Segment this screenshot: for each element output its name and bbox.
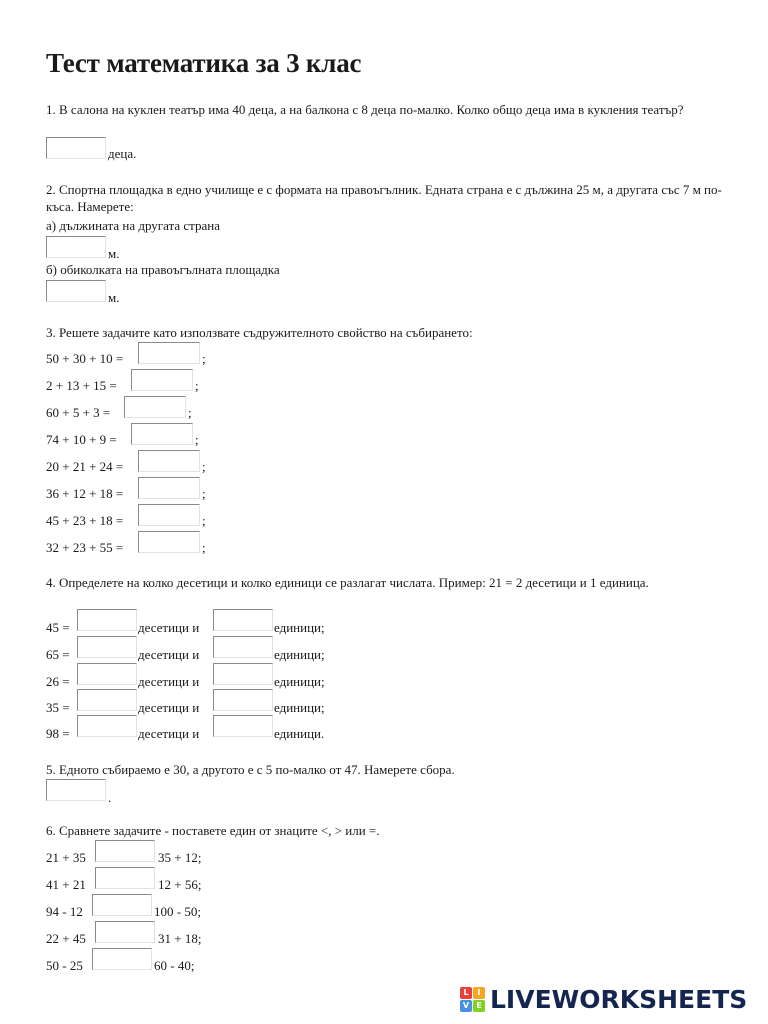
q4-units-label: единици; — [274, 620, 325, 635]
q2-part-a-unit: м. — [108, 246, 120, 261]
q1-text: 1. В салона на куклен театър има 40 деца, а на балкона с 8 деца по-малко. Колко общо деца има в кукления театър? — [46, 102, 684, 117]
q3-row-end: ; — [202, 351, 206, 366]
q6-left-expr: 22 + 45 — [46, 931, 86, 946]
q6-left-expr: 41 + 21 — [46, 877, 86, 892]
q4-tens-input[interactable] — [77, 636, 137, 658]
q2-part-b-input[interactable] — [46, 280, 106, 302]
q3-answer-input[interactable] — [131, 423, 193, 445]
q2-part-a-label: а) дължината на другата страна — [46, 218, 221, 233]
q3-expr: 60 + 5 + 3 = — [46, 405, 111, 420]
q4-text: 4. Определете на колко десетици и колко единици се разлагат числата. Пример: 21 = 2 десетици и 1 единица. — [46, 575, 649, 590]
q1-answer-input[interactable] — [46, 137, 106, 159]
q3-row-end: ; — [202, 513, 206, 528]
q3-answer-input[interactable] — [138, 450, 200, 472]
q4-units-label: единици; — [274, 700, 325, 715]
q4-units-input[interactable] — [213, 636, 273, 658]
logo-letter: V — [460, 1000, 472, 1012]
q6-sign-input[interactable] — [92, 948, 152, 970]
logo-letter: I — [473, 987, 485, 999]
q4-units-label: единици. — [274, 726, 325, 741]
q4-number: 26 = — [46, 674, 70, 689]
logo-mark-icon — [460, 987, 486, 1013]
q6-right-expr: 60 - 40; — [154, 958, 195, 973]
q3-expr: 50 + 30 + 10 = — [46, 351, 124, 366]
q3-text: 3. Решете задачите като използвате съдружителното свойство на събирането: — [46, 325, 473, 340]
q3-expr: 2 + 13 + 15 = — [46, 378, 117, 393]
q4-tens-input[interactable] — [77, 609, 137, 631]
q6-left-expr: 21 + 35 — [46, 850, 86, 865]
q4-number: 98 = — [46, 726, 70, 741]
q3-answer-input[interactable] — [138, 342, 200, 364]
q4-units-input[interactable] — [213, 609, 273, 631]
q3-row-end: ; — [188, 405, 192, 420]
q3-expr: 74 + 10 + 9 = — [46, 432, 117, 447]
q4-units-input[interactable] — [213, 689, 273, 711]
q4-number: 45 = — [46, 620, 70, 635]
q2-text: 2. Спортна площадка в едно училище е с формата на правоъгълник. Едната страна е с дължина 25 м, а другата със 7 м по-къса. Намерете: — [46, 182, 722, 214]
q3-answer-input[interactable] — [124, 396, 186, 418]
q3-answer-input[interactable] — [138, 504, 200, 526]
q4-tens-label: десетици и — [138, 726, 200, 741]
q5-end: . — [108, 790, 112, 805]
logo-letter: E — [473, 1000, 485, 1012]
q3-expr: 36 + 12 + 18 = — [46, 486, 124, 501]
q4-tens-label: десетици и — [138, 700, 200, 715]
q4-units-label: единици; — [274, 674, 325, 689]
q4-tens-input[interactable] — [77, 663, 137, 685]
q4-units-input[interactable] — [213, 663, 273, 685]
q3-row-end: ; — [202, 486, 206, 501]
liveworksheets-logo — [460, 985, 747, 1014]
q3-row-end: ; — [202, 459, 206, 474]
q3-expr: 20 + 21 + 24 = — [46, 459, 124, 474]
q3-row-end: ; — [195, 378, 199, 393]
logo-letter: L — [460, 987, 472, 999]
q6-left-expr: 50 - 25 — [46, 958, 83, 973]
page-title: Тест математика за 3 клас — [46, 48, 362, 78]
q4-number: 35 = — [46, 700, 70, 715]
q4-number: 65 = — [46, 647, 70, 662]
q2-part-b-label: б) обиколката на правоъгълната площадка — [46, 262, 280, 277]
brand-name: LIVEWORKSHEETS — [490, 985, 748, 1014]
q6-right-expr: 100 - 50; — [154, 904, 201, 919]
q3-row-end: ; — [195, 432, 199, 447]
q2-part-a-input[interactable] — [46, 236, 106, 258]
q6-right-expr: 35 + 12; — [158, 850, 202, 865]
q5-text: 5. Едното събираемо е 30, а другото е с 5 по-малко от 47. Намерете сбора. — [46, 762, 455, 777]
q4-units-input[interactable] — [213, 715, 273, 737]
q4-units-label: единици; — [274, 647, 325, 662]
q6-right-expr: 12 + 56; — [158, 877, 202, 892]
q4-tens-input[interactable] — [77, 689, 137, 711]
q6-right-expr: 31 + 18; — [158, 931, 202, 946]
q3-answer-input[interactable] — [138, 531, 200, 553]
q3-expr: 45 + 23 + 18 = — [46, 513, 124, 528]
q3-answer-input[interactable] — [138, 477, 200, 499]
q4-tens-label: десетици и — [138, 620, 200, 635]
q6-sign-input[interactable] — [95, 840, 155, 862]
q3-answer-input[interactable] — [131, 369, 193, 391]
q3-row-end: ; — [202, 540, 206, 555]
q2-part-b-unit: м. — [108, 290, 120, 305]
q6-text: 6. Сравнете задачите - поставете един от знаците <, > или =. — [46, 823, 380, 838]
q6-left-expr: 94 - 12 — [46, 904, 83, 919]
q4-tens-input[interactable] — [77, 715, 137, 737]
q4-tens-label: десетици и — [138, 647, 200, 662]
q6-sign-input[interactable] — [95, 921, 155, 943]
q4-tens-label: десетици и — [138, 674, 200, 689]
q6-sign-input[interactable] — [92, 894, 152, 916]
q6-sign-input[interactable] — [95, 867, 155, 889]
q3-expr: 32 + 23 + 55 = — [46, 540, 124, 555]
q5-answer-input[interactable] — [46, 779, 106, 801]
q1-unit: деца. — [108, 146, 137, 161]
